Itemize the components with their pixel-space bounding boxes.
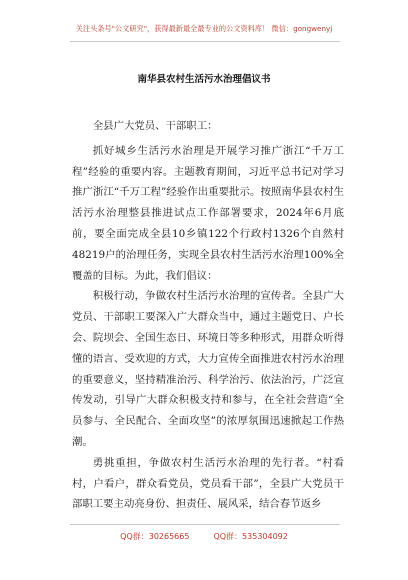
header-divider: [70, 41, 340, 42]
header-banner: 关注头条号"公文研究"，获得最新最全最专业的公文资料库！ 微信：gongwenyj: [75, 24, 333, 33]
paragraph-publicity: 积极行动，争做农村生活污水治理的宣传者。全县广大党员、干部职工要深入广大群众当中，通过主题党日、户长会、院坝会、全国生态日、环境日等多种形式，用群众听得懂的语言、受欢迎的方式，大力宣传全面推进农村污水治理的重要意义，坚持精准治污、科学治污、依法治污，广泛宣传发动，引导广大群众积极支持和参与，在全社会营造“全员参与、全民配合、全面攻坚”的浓厚氛围迅速掀起工作热潮。: [72, 290, 344, 448]
salutation: 全县广大党员、干部职工：: [92, 120, 218, 132]
footer-qq-group-1: QQ群：30265665: [120, 532, 190, 541]
paragraph-intro: 抓好城乡生活污水治理是开展学习推广浙江“千万工程”经验的重要内容。主题教育期间，习近平总书记对学习推广浙江“千万工程”经验作出重要批示。按照南华县农村生活污水治理整县推进试点工作部署要求，2024年6月底前，要全面完成全县10乡镇122个行政村1326个自然村48219户的治理任务，实现全县农村生活污水治理100%全覆盖的目标。为此，我们倡议：: [72, 144, 344, 282]
footer-divider: [70, 524, 340, 525]
document-body: [72, 116, 344, 515]
paragraph-pioneer: 勇挑重担，争做农村生活污水治理的先行者。“村看村，户看户，群众看党员，党员看干部”，全县广大党员干部职工要主动亮身份、担责任、展风采，结合春节返乡: [72, 456, 344, 511]
footer-qq-group-2: QQ群：535304092: [213, 532, 288, 541]
document-title: 南华县农村生活污水治理倡议书: [137, 74, 271, 85]
footer: [0, 531, 408, 542]
